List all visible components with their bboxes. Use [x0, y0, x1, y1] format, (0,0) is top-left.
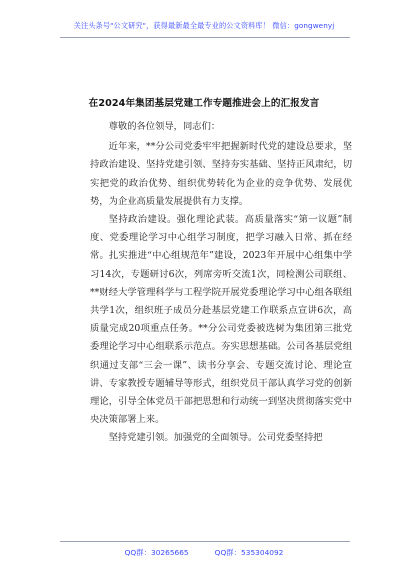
paragraph-2: 坚持政治建设。强化理论武装。高质量落实“第一议题”制度、党委理论学习中心组学习制度，把学习融入日常、抓在经常。扎实推进“中心组规范年”建设，2023年开展中心组集中学习14次，专题研讨6次，列席旁听交流1次，同检测公司联组、**财经大学管理科学与工程学院开展党委理论学习中心组各联组共学1次，组织班子成员分赴基层党建工作联系点宣讲6次，高质量完成20项重点任务。**分公司党委被选树为集团第三批党委理论学习中心组联系示范点。夯实思想基础。公司各基层党组织通过支部“三会一课”、读书分享会、专题交流讨论、理论宣讲、专家教授专题辅导等形式，组织党员干部认真学习党的创新理论，引导全体党员干部把思想和行动统一到坚决贯彻落实党中央决策部署上来。	[90, 214, 352, 426]
document-body	[90, 116, 352, 448]
document-title: 在2024年集团基层党建工作专题推进会上的汇报发言	[88, 98, 320, 109]
footer-contact	[0, 547, 408, 558]
footer-divider	[60, 541, 350, 542]
footer-qq-group-2: QQ群：535304092	[214, 548, 284, 557]
paragraph-1: 近年来，**分公司党委牢牢把握新时代党的建设总要求，坚持政治建设、坚持党建引领、坚持夯实基础、坚持正风肃纪，切实把党的政治优势、组织优势转化为企业的竞争优势、发展优势，为企业高质量发展提供有力支撑。	[90, 141, 352, 207]
salutation: 尊敬的各位领导，同志们：	[108, 121, 221, 132]
header-notice: 关注头条号"公文研究"，获得最新最全最专业的公文资料库！ 微信：gongwenyj	[73, 21, 335, 30]
paragraph-3: 坚持党建引领。加强党的全面领导。公司党委坚持把	[108, 432, 323, 444]
footer-qq-group-1: QQ群：30265665	[124, 548, 189, 557]
header-divider	[60, 37, 350, 38]
